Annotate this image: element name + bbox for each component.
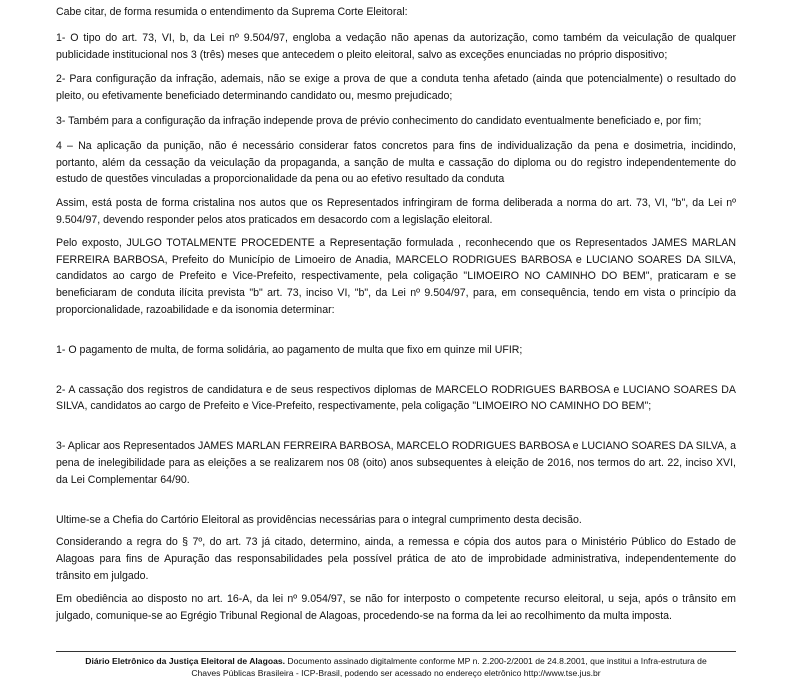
paragraph-determination-1: 1- O pagamento de multa, de forma solidária, ao pagamento de multa que fixo em quinze mil UFIR; <box>56 343 523 356</box>
footer-line-1 <box>56 656 736 668</box>
paragraph-ultime-se: Ultime-se a Chefia do Cartório Eleitoral as providências necessárias para o integral cumprimento desta decisão. <box>56 513 582 526</box>
document-body <box>56 4 736 624</box>
paragraph-considerando: Considerando a regra do § 7º, do art. 73 já citado, determino, ainda, a remessa e cópia dos autos para o Ministério Público do Estado de Alagoas para fins de Apuração das responsabilidades pela possível prática de ato de improbidade administrativa, independentemente do trânsito em julgado. <box>56 536 736 582</box>
footer-divider <box>56 651 736 652</box>
paragraph-conclusion: Assim, está posta de forma cristalina nos autos que os Representados infringiram de forma deliberada a norma do art. 73, VI, "b", da Lei nº 9.504/97, devendo responder pelos atos praticados em desacordo com a legislação eleitoral. <box>56 197 736 226</box>
paragraph-item-3: 3- Também para a configuração da infração independe prova de prévio conhecimento do candidato eventualmente beneficiado e, por fim; <box>56 114 702 127</box>
footer-signature-text: Documento assinado digitalmente conforme MP n. 2.200-2/2001 de 24.8.2001, que institui a Infra-estrutura de <box>285 656 707 666</box>
paragraph-judgment: Pelo exposto, JULGO TOTALMENTE PROCEDENTE a Representação formulada , reconhecendo que os Representados JAMES MARLAN FERREIRA BARBOSA, Prefeito do Município de Limoeiro de Anadia, MARCELO RODRIGUES BARBOSA e LUCIANO SOARES DA SILVA, candidatos ao cargo de Prefeito e Vice-Prefeito, respectivamente, pela coligação "LIMOEIRO NO CAMINHO DO BEM", praticaram e se beneficiaram de conduta ilícita prevista "b" art. 73, inciso VI, "b", da Lei nº 9.504/97, para, em consequência, tendo em vista o princípio da proporcionalidade, razoabilidade e da isonomia determinar: <box>56 236 736 316</box>
paragraph-item-1: 1- O tipo do art. 73, VI, b, da Lei nº 9.504/97, engloba a vedação não apenas da autorização, como também da veiculação de qualquer publicidade institucional nos 3 (três) meses que antecedem o pleito eleitoral, salvo as exceções enunciadas no próprio dispositivo; <box>56 31 736 61</box>
paragraph-intro: Cabe citar, de forma resumida o entendimento da Suprema Corte Eleitoral: <box>56 6 408 18</box>
paragraph-obediencia: Em obediência ao disposto no art. 16-A, da lei nº 9.054/97, se não for interposto o competente recurso eleitoral, u seja, após o trânsito em julgado, comunique-se ao Egrégio Tribunal Regional de Alagoas, procedendo-se na forma da lei ao recolhimento da multa imposta. <box>56 592 736 622</box>
footer-journal-name: Diário Eletrônico da Justiça Eleitoral de Alagoas. <box>85 656 286 666</box>
paragraph-item-2: 2- Para configuração da infração, ademais, não se exige a prova de que a conduta tenha afetado (ainda que potencialmente) o resultado do pleito, ou efetivamente beneficiado determinando candidato ou, mesmo prejudicado; <box>56 73 736 103</box>
paragraph-determination-3: 3- Aplicar aos Representados JAMES MARLAN FERREIRA BARBOSA, MARCELO RODRIGUES BARBOSA e LUCIANO SOARES DA SILVA, a pena de inelegibilidade para as eleições a se realizarem nos 08 (oito) anos subsequentes à eleição de 2016, nos termos do art. 22, inciso XVI, da Lei Complementar 64/90. <box>56 440 736 486</box>
page-footer <box>56 656 736 679</box>
paragraph-item-4: 4 – Na aplicação da punição, não é necessário considerar fatos concretos para fins de individualização da pena e dosimetria, incidindo, portanto, além da cessação da veiculação da propaganda, a sanção de multa e cassação do diploma ou do registro independentemente do estudo de questões vinculadas a proporcionalidade da pena ou ao efetivo resultado da conduta <box>56 139 736 186</box>
footer-line-2: Chaves Públicas Brasileira - ICP-Brasil, podendo ser acessado no endereço eletrônico http://www.tse.jus.br <box>191 667 601 678</box>
paragraph-determination-2: 2- A cassação dos registros de candidatura e de seus respectivos diplomas de MARCELO RODRIGUES BARBOSA e LUCIANO SOARES DA SILVA, candidatos ao cargo de Prefeito e Vice-Prefeito, respectivamente, pela coligação "LIMOEIRO NO CAMINHO DO BEM"; <box>56 383 736 413</box>
